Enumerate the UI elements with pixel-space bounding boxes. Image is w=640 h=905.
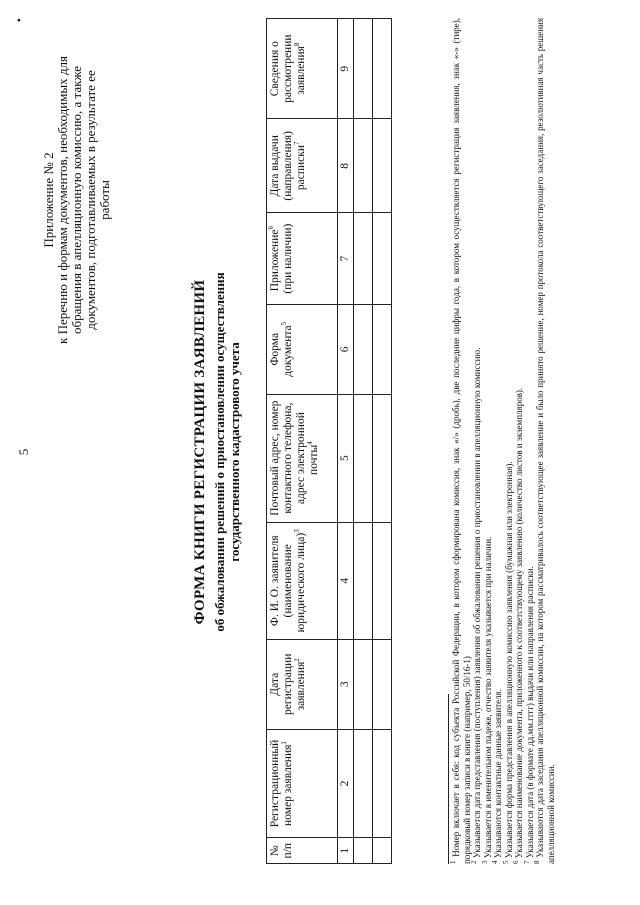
column-number: 6 xyxy=(338,305,354,395)
column-number: 8 xyxy=(338,119,354,213)
footnote-divider xyxy=(448,694,449,864)
table-cell xyxy=(354,19,373,119)
footnotes xyxy=(448,18,556,864)
column-number: 4 xyxy=(338,522,354,639)
table-cell xyxy=(373,394,392,522)
table-cell xyxy=(354,305,373,395)
table-cell xyxy=(354,729,373,838)
column-number: 3 xyxy=(338,639,354,729)
table-cell xyxy=(354,838,373,864)
table-cell xyxy=(373,639,392,729)
table-cell xyxy=(373,305,392,395)
column-number: 9 xyxy=(338,19,354,119)
column-number: 7 xyxy=(338,213,354,305)
table-cell xyxy=(373,213,392,305)
footnote: $^4$ Указываются контактные данные заявителя. xyxy=(491,689,503,864)
corner-mark: • xyxy=(12,18,26,23)
table-cell xyxy=(373,19,392,119)
footnote: $^3$ Указывается в именительном падеже, отчество заявителя указывается при наличии. xyxy=(480,536,493,864)
column-header: Ф. И. О. заявителя (наименование юридического лица)$^3$ xyxy=(267,522,338,639)
appendix-description: к Перечню и формам документов, необходимых для обращения в апелляционную комиссию, а также документов, подготавливаемых в результате ее работы xyxy=(55,56,112,344)
form-subtitle: об обжаловании решений о приостановлении осуществления государственного кадастрового учета xyxy=(212,272,242,632)
appendix-title: Приложение № 2 xyxy=(41,152,56,248)
table-cell xyxy=(373,522,392,639)
registration-table xyxy=(266,18,392,864)
table-cell xyxy=(373,838,392,864)
column-number: 1 xyxy=(338,838,354,864)
table-cell xyxy=(373,119,392,213)
column-header: Дата регистрации заявления$^2$ xyxy=(267,639,338,729)
table-cell xyxy=(354,213,373,305)
table-cell xyxy=(354,522,373,639)
table-row xyxy=(373,19,392,864)
footnote: $^1$ Номер включает в себя: код субъекта Российской Федерации, в котором сформирована комиссия, знак «/» (дробь), две последние цифры года, в котором осуществляется регистрация заявления, знак «-» (тире), порядковый номер записи в книге (например, 50/16-1) xyxy=(449,17,472,864)
table-cell xyxy=(373,729,392,838)
form-title: ФОРМА КНИГИ РЕГИСТРАЦИИ ЗАЯВЛЕНИЙ xyxy=(192,279,208,625)
footnote: $^8$ Указываются дата заседания апелляционной комиссии, на котором рассматривалось соответствующее заявление и было принято решение, номер протокола соответствующего заседания, резолютивная часть решения апелляционной комиссии. xyxy=(533,18,556,864)
appendix-block xyxy=(42,50,112,350)
column-header: Дата выдачи (направления) расписки$^7$ xyxy=(267,119,338,213)
column-number: 2 xyxy=(338,729,354,838)
table-row xyxy=(354,19,373,864)
rotated-page xyxy=(10,12,630,892)
table-cell xyxy=(354,119,373,213)
column-header: Форма документа$^5$ xyxy=(267,305,338,395)
column-number-row xyxy=(338,19,354,864)
column-header: Сведения о рассмотрении заявления$^8$ xyxy=(267,19,338,119)
page-number: 5 xyxy=(16,448,31,456)
footnote: $^2$ Указывается дата представления (поступления) заявления об обжаловании решения о приостановлении в апелляционную комиссию. xyxy=(470,347,482,864)
footnote: $^7$ Указывается дата (в формате дд.мм.гггг) выдачи или направления расписки. xyxy=(522,566,535,864)
column-header: Регистрационный номер заявления$^1$ xyxy=(267,729,338,838)
table-cell xyxy=(354,639,373,729)
column-number: 5 xyxy=(338,394,354,522)
table-cell xyxy=(354,394,373,522)
footnote: $^5$ Указывается форма представления в апелляционную комиссию заявления (бумажная или электронная). xyxy=(501,461,514,864)
table-header-row xyxy=(267,19,338,864)
footnote: $^6$ Указывается наименование документа, приложенного к соответствующему заявлению (количество листов и экземпляров). xyxy=(512,387,524,864)
column-header: Приложение$^6$ (при наличии) xyxy=(267,213,338,305)
column-header: Почтовый адрес, номер контактного телефона, адрес электронной почты$^4$ xyxy=(267,394,338,522)
column-header: № п/п xyxy=(267,838,338,864)
